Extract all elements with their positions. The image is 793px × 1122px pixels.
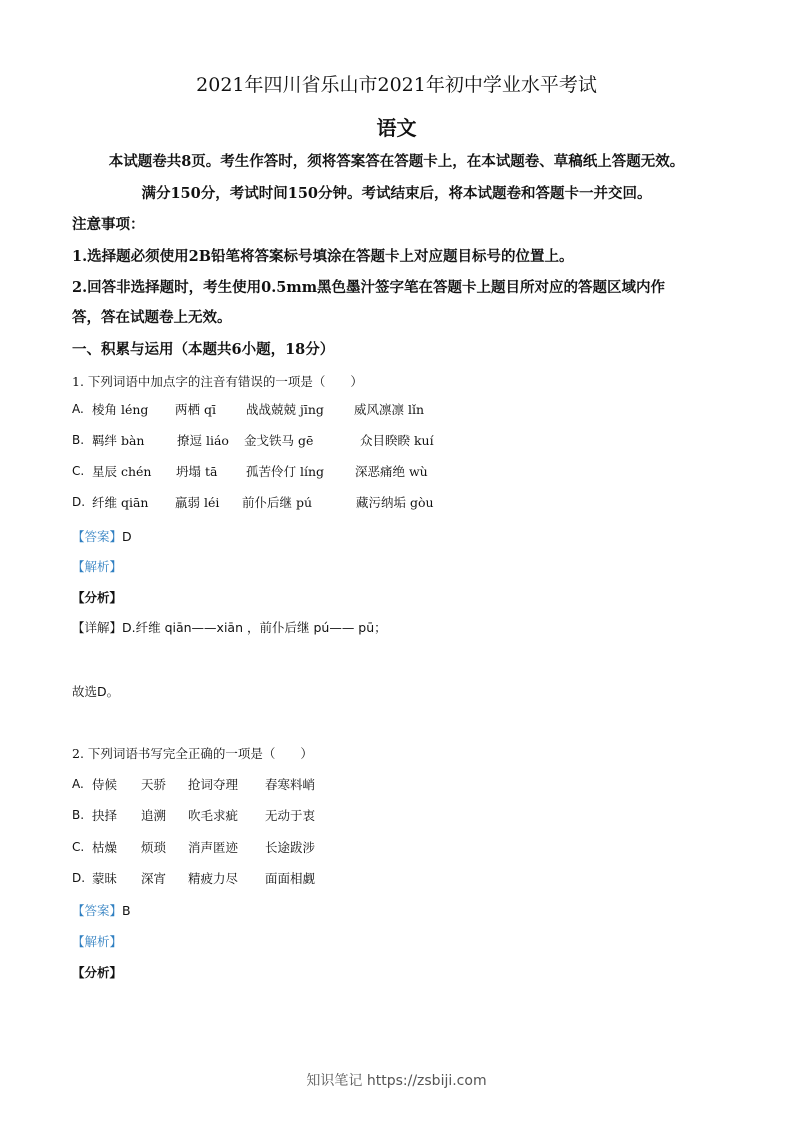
q2-option-cell: 抢词夺理	[188, 777, 239, 792]
answer-label: 【答案】	[72, 529, 123, 544]
q2-option-cell: 深宵	[141, 871, 167, 886]
q1-option-letter: C.	[72, 464, 85, 478]
q1-answer	[72, 527, 132, 545]
q1-option-cell: 坍塌 tā	[176, 464, 218, 479]
q1-option-cell: 藏污纳垢 gòu	[356, 495, 434, 510]
q1-option-cell: 众目睽睽 kuí	[360, 433, 434, 448]
q1-option-cell: 前仆后继 pú	[242, 495, 313, 510]
q2-option-cell: 天骄	[141, 777, 167, 792]
exam-title: 2021年四川省乐山市2021年初中学业水平考试	[196, 74, 597, 96]
q1-option-cell: 纤维 qiān	[92, 495, 149, 510]
q2-option-cell: 枯燥	[92, 840, 118, 855]
q2-option-cell: 侍候	[92, 777, 118, 792]
q2-option-letter: C.	[72, 840, 85, 854]
q1-option-cell: 孤苦伶仃 líng	[246, 464, 325, 479]
q2-option-cell: 烦琐	[141, 840, 167, 855]
q2-option-letter: B.	[72, 808, 85, 822]
answer-label: 【答案】	[72, 903, 123, 918]
q2-stem: 2. 下列词语书写完全正确的一项是（ ）	[72, 746, 313, 761]
q1-option-cell: 两栖 qī	[175, 402, 216, 417]
q1-option-cell: 金戈铁马 gē	[244, 433, 314, 448]
q2-option-cell: 吹毛求疵	[188, 808, 239, 823]
q2-fenxi-label: 【分析】	[72, 965, 123, 980]
q1-option-letter: D.	[72, 495, 86, 509]
notes-heading: 注意事项：	[72, 216, 145, 233]
q2-analysis-label: 【解析】	[72, 934, 123, 949]
q1-analysis-label: 【解析】	[72, 559, 123, 574]
notes-item-2-line-1: 2.回答非选择题时，考生使用0.5mm黑色墨汁签字笔在答题卡上题目所对应的答题区域内作	[72, 279, 666, 296]
q2-option-cell: 蒙昧	[92, 871, 118, 886]
q2-option-letter: D.	[72, 871, 86, 885]
q1-detail: 【详解】D.纤维 qiān——xiān ，前仆后继 pú—— pū；	[72, 620, 387, 635]
footer-watermark: 知识笔记 https://zsbiji.com	[306, 1073, 487, 1089]
q1-option-cell: 棱角 léng	[92, 402, 149, 417]
q1-option-cell: 羁绊 bàn	[92, 433, 145, 448]
q2-option-cell: 面面相觑	[265, 871, 316, 886]
q1-option-cell: 深恶痛绝 wù	[355, 464, 428, 479]
q1-option-cell: 威风凛凛 lǐn	[354, 402, 425, 417]
intro-line-2: 满分150分，考试时间150分钟。考试结束后，将本试题卷和答题卡一并交回。	[141, 185, 652, 202]
q2-answer	[72, 901, 131, 919]
q2-option-letter: A.	[72, 777, 84, 791]
subject-title: 语文	[376, 116, 417, 140]
notes-item-2-line-2: 答，答在试题卷上无效。	[72, 309, 232, 326]
q1-option-letter: A.	[72, 402, 84, 416]
q2-option-cell: 春寒料峭	[265, 777, 316, 792]
q1-option-letter: B.	[72, 433, 85, 447]
q1-option-cell: 撩逗 liáo	[177, 433, 229, 448]
q1-option-cell: 星辰 chén	[92, 464, 152, 479]
notes-item-1: 1.选择题必须使用2B铅笔将答案标号填涂在答题卡上对应题目标号的位置上。	[72, 248, 574, 265]
q2-option-cell: 追溯	[141, 808, 167, 823]
q1-fenxi-label: 【分析】	[72, 590, 123, 605]
q2-option-cell: 消声匿迹	[188, 840, 239, 855]
intro-line-1: 本试题卷共8页。考生作答时，须将答案答在答题卡上，在本试题卷、草稿纸上答题无效。	[108, 153, 685, 170]
q2-option-cell: 无动于衷	[265, 808, 316, 823]
q1-conclusion: 故选D。	[72, 684, 120, 699]
answer-value: D	[122, 529, 132, 544]
q1-option-cell: 羸弱 léi	[175, 495, 220, 510]
q2-option-cell: 长途跋涉	[265, 840, 316, 855]
q1-option-cell: 战战兢兢 jīng	[246, 402, 324, 417]
q2-option-cell: 精疲力尽	[188, 871, 239, 886]
section-1-heading: 一、积累与运用（本题共6小题，18分）	[72, 341, 335, 358]
q2-option-cell: 抉择	[92, 808, 118, 823]
q1-stem: 1. 下列词语中加点字的注音有错误的一项是（ ）	[72, 374, 363, 389]
answer-value: B	[122, 903, 131, 918]
